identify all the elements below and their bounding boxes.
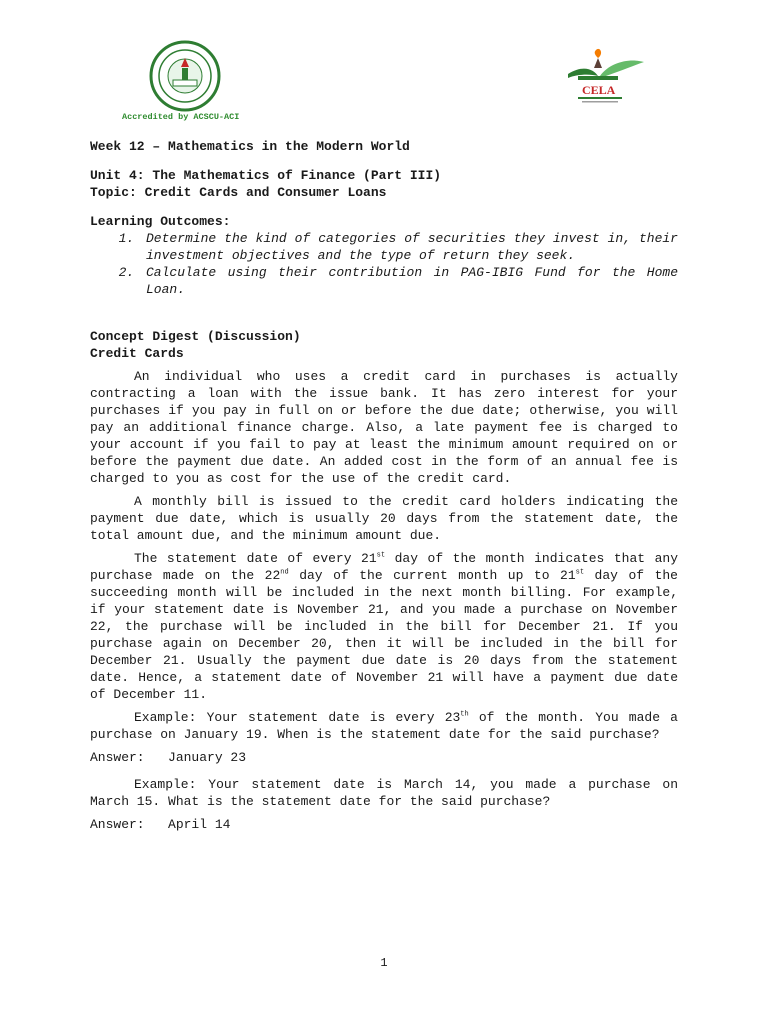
outcome-item: 2. Calculate using their contribution in PAG-IBIG Fund for the Home Loan.: [142, 264, 678, 298]
college-seal-logo: [140, 40, 230, 112]
cela-logo: [560, 44, 650, 106]
learning-outcomes-list: [90, 230, 678, 298]
unit-title: Unit 4: The Mathematics of Finance (Part III): [90, 168, 442, 183]
svg-text:CELA: CELA: [582, 83, 616, 97]
section-heading: Credit Cards: [90, 346, 184, 361]
document-body: [90, 138, 678, 833]
page-number: 1: [380, 956, 388, 970]
example-2: Example: Your statement date is March 14, you made a purchase on March 15. What is the statement date for the said purchase?: [90, 777, 678, 809]
week-title: Week 12 – Mathematics in the Modern World: [90, 139, 410, 154]
topic-title: Topic: Credit Cards and Consumer Loans: [90, 185, 387, 200]
accreditation-text: Accredited by ACSCU-ACI: [122, 112, 240, 122]
concept-digest-heading: Concept Digest (Discussion): [90, 329, 301, 344]
outcome-item: 1. Determine the kind of categories of securities they invest in, their investment objectives and the type of return they seek.: [142, 230, 678, 264]
answer-2: Answer: April 14: [90, 817, 231, 832]
paragraph-monthly-bill: A monthly bill is issued to the credit card holders indicating the payment due date, which is usually 20 days from the statement date, the total amount due, and the minimum amount due.: [90, 494, 678, 543]
learning-outcomes-heading: Learning Outcomes:: [90, 214, 231, 229]
paragraph-statement-date: The statement date of every 21st day of the month indicates that any purchase made on the 22nd day of the current month up to 21st day of the succeeding month will be included in the next month billing. For example, if your statement date is November 21, and you made a purchase on November 22, the purchase will be included in the bill for December 21. If you purchase again on December 20, then it will be included in the bill for December 21. Usually the payment due date is 20 days from the statement date. Hence, a statement date of November 21 will have a payment due date of December 11.: [90, 551, 678, 702]
example-1: Example: Your statement date is every 23th of the month. You made a purchase on January 19. When is the statement date for the said purchase?: [90, 710, 678, 742]
paragraph-credit-card-loan: An individual who uses a credit card in purchases is actually contracting a loan with the issue bank. It has zero interest for your purchases if you pay in full on or before the due date; otherwise, you will pay an additional finance charge. Also, a late payment fee is charged to your account if you fail to pay at least the minimum amount required on or before the payment due date. An added cost in the form of an annual fee is charged to you as cost for the use of the credit card.: [90, 369, 678, 486]
answer-1: Answer: January 23: [90, 750, 247, 765]
